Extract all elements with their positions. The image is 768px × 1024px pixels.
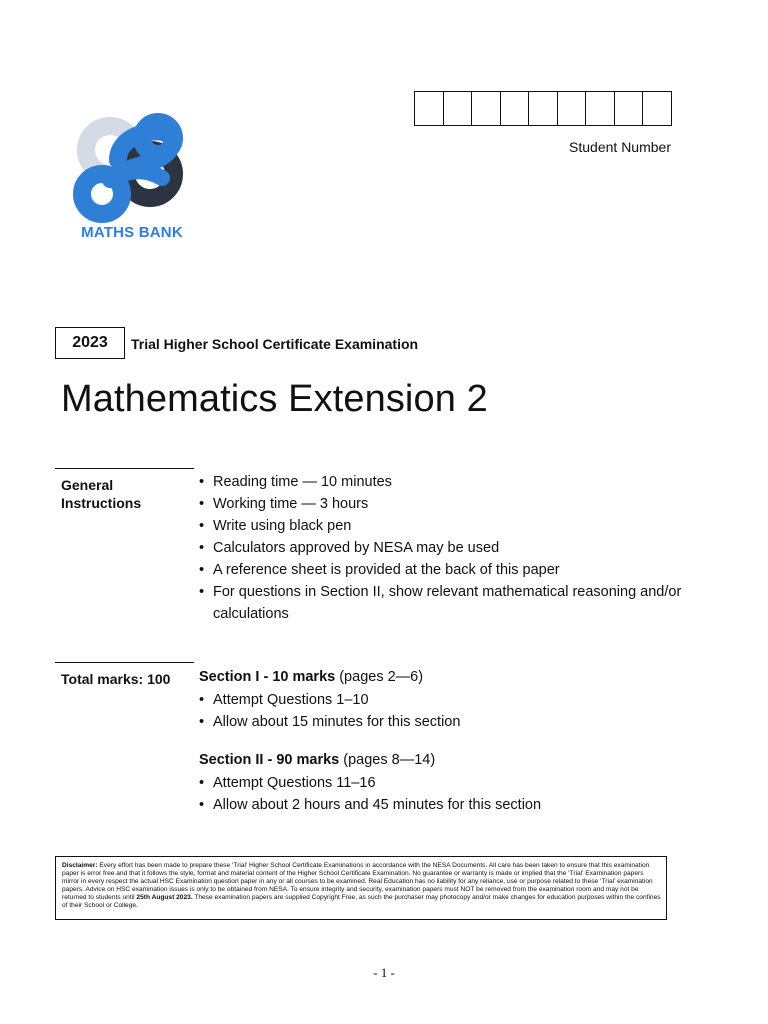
student-number-digit-box[interactable] [444, 92, 473, 125]
exam-title: Trial Higher School Certificate Examination [131, 336, 419, 352]
disclaimer-text: Every effort has been made to prepare these ‘Trial’ Higher School Certificate Examinations in accordance with the NESA Documents. All care has been taken to ensure that this examination paper is error free and that it follows the style, format and material content of the Higher School Certificate Examination. No guarantee or warranty is made or implied that the ‘Trial’ Examination papers mirror in every respect the actual HSC Examination question paper in any or all courses to be examined. Real Education has no liability for any reliance, use or purpose related to these ‘Trial’ examination papers. Advice on HSC examination issues is only to be obtained from NESA. To ensure integrity and security, examination papers must NOT be removed from the examination room and may not be returned to students until [62, 862, 653, 901]
instruction-item: • A reference sheet is provided at the back of this paper [199, 559, 689, 581]
section-1-item: • Allow about 15 minutes for this section [199, 711, 689, 733]
instruction-item: • Reading time — 10 minutes [199, 471, 689, 493]
instruction-item: • Working time — 3 hours [199, 493, 689, 515]
section-2-item: • Allow about 2 hours and 45 minutes for this section [199, 794, 689, 816]
student-number-digit-box[interactable] [529, 92, 558, 125]
disclaimer-box [55, 856, 667, 920]
general-instructions-label: General Instructions [61, 477, 142, 511]
disclaimer-label: Disclaimer: [62, 862, 98, 869]
logo-text: MATHS BANK [81, 224, 183, 241]
maths-bank-logo [62, 102, 202, 242]
student-number-digit-box[interactable] [415, 92, 444, 125]
instruction-item: • Write using black pen [199, 515, 689, 537]
instruction-item: • Calculators approved by NESA may be used [199, 537, 689, 559]
section-2-heading [199, 750, 435, 770]
disclaimer-date: 25th August 2023. [136, 893, 193, 901]
student-number-digit-box[interactable] [615, 92, 644, 125]
section-1-title: Section I - 10 marks [199, 669, 336, 685]
disclaimer-text-end: These examination papers are supplied Copyright Free, as such the purchaser may photocopy and/or make changes for education purposes within the confines of their School or College. [62, 893, 661, 909]
page-number: - 1 - [373, 965, 395, 980]
section-1-item: • Attempt Questions 1–10 [199, 689, 689, 711]
section-1-pages: (pages 2—6) [335, 669, 424, 685]
student-number-digit-box[interactable] [643, 92, 671, 125]
section-1-list [199, 689, 689, 733]
student-number-boxes[interactable] [414, 91, 672, 126]
total-marks-label: Total marks: 100 [61, 671, 171, 687]
general-divider [55, 468, 194, 469]
student-number-digit-box[interactable] [501, 92, 530, 125]
section-2-pages: (pages 8—14) [339, 752, 436, 768]
instruction-item: • For questions in Section II, show relevant mathematical reasoning and/or calculations [199, 581, 689, 625]
exam-year: 2023 [55, 327, 125, 359]
subject-title: Mathematics Extension 2 [61, 378, 488, 420]
student-number-digit-box[interactable] [586, 92, 615, 125]
section-1-heading [199, 667, 423, 687]
student-number-label: Student Number [569, 139, 671, 155]
student-number-digit-box[interactable] [472, 92, 501, 125]
section-2-item: • Attempt Questions 11–16 [199, 772, 689, 794]
total-marks-divider [55, 662, 194, 663]
section-2-list [199, 772, 689, 816]
section-2-title: Section II - 90 marks [199, 752, 340, 768]
student-number-digit-box[interactable] [558, 92, 587, 125]
general-instructions-list [199, 471, 689, 625]
